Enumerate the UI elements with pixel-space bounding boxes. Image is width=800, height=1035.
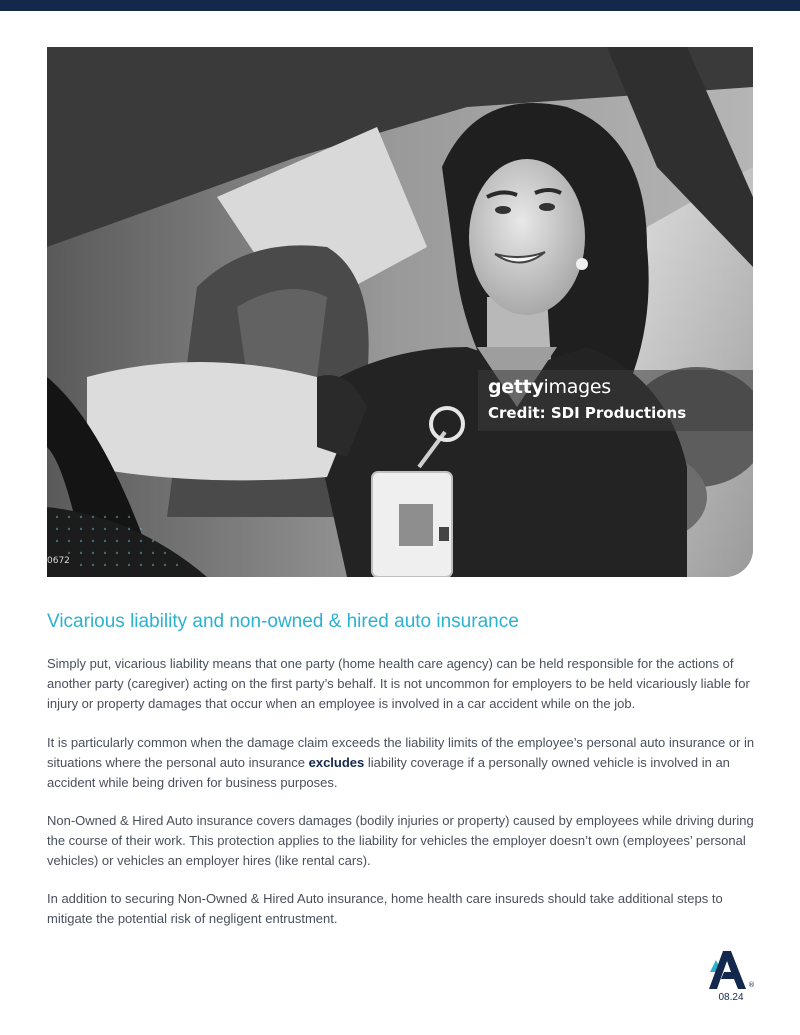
photo-code: 0672 <box>47 556 70 566</box>
getty-images-logo <box>488 376 611 398</box>
watermark-brand-bold: getty <box>488 376 544 398</box>
paragraph-text: liability coverage if a personally owned vehicle is involved in an accident while being driven for business purposes. <box>47 755 730 790</box>
paragraph-non-owned-hired-auto: Non-Owned & Hired Auto insurance covers damages (bodily injuries or property) caused by employees while driving during the course of their work. This protection applies to the liability for vehicles the employer doesn’t own (employees’ personal vehicles) or vehicles an employer hires (like rental cars). <box>47 813 754 868</box>
photo-credit: Credit: SDI Productions <box>488 404 687 422</box>
getty-images-watermark <box>478 370 753 431</box>
paragraph-text: It is particularly common when the damage claim exceeds the liability limits of the employee’s personal auto insurance or in situations where the personal auto insurance <box>47 735 755 770</box>
emphasis-excludes: excludes <box>308 755 365 770</box>
registered-mark: ® <box>748 981 755 989</box>
watermark-brand-light: images <box>543 376 611 398</box>
paragraph-vicarious-liability: Simply put, vicarious liability means that one party (home health care agency) can be held responsible for the actions of another party (caregiver) acting on the first party’s behalf. It is not uncommon for employers to be held vicariously liable for injury or property damages that occur when an employee is involved in a car accident while on the job. <box>47 656 750 711</box>
hero-photo-caregiver-driving <box>47 47 753 577</box>
date-code: 08.24 <box>718 992 744 1003</box>
section-heading: Vicarious liability and non-owned & hired auto insurance <box>47 611 519 632</box>
paragraph-additional-steps: In addition to securing Non-Owned & Hired Auto insurance, home health care insureds should take additional steps to mitigate the potential risk of negligent entrustment. <box>47 891 723 926</box>
photo-illustration <box>47 47 753 577</box>
paragraph-damage-claims <box>47 733 759 793</box>
top-header-bar <box>0 0 800 11</box>
brand-a-logo-icon <box>707 951 755 989</box>
